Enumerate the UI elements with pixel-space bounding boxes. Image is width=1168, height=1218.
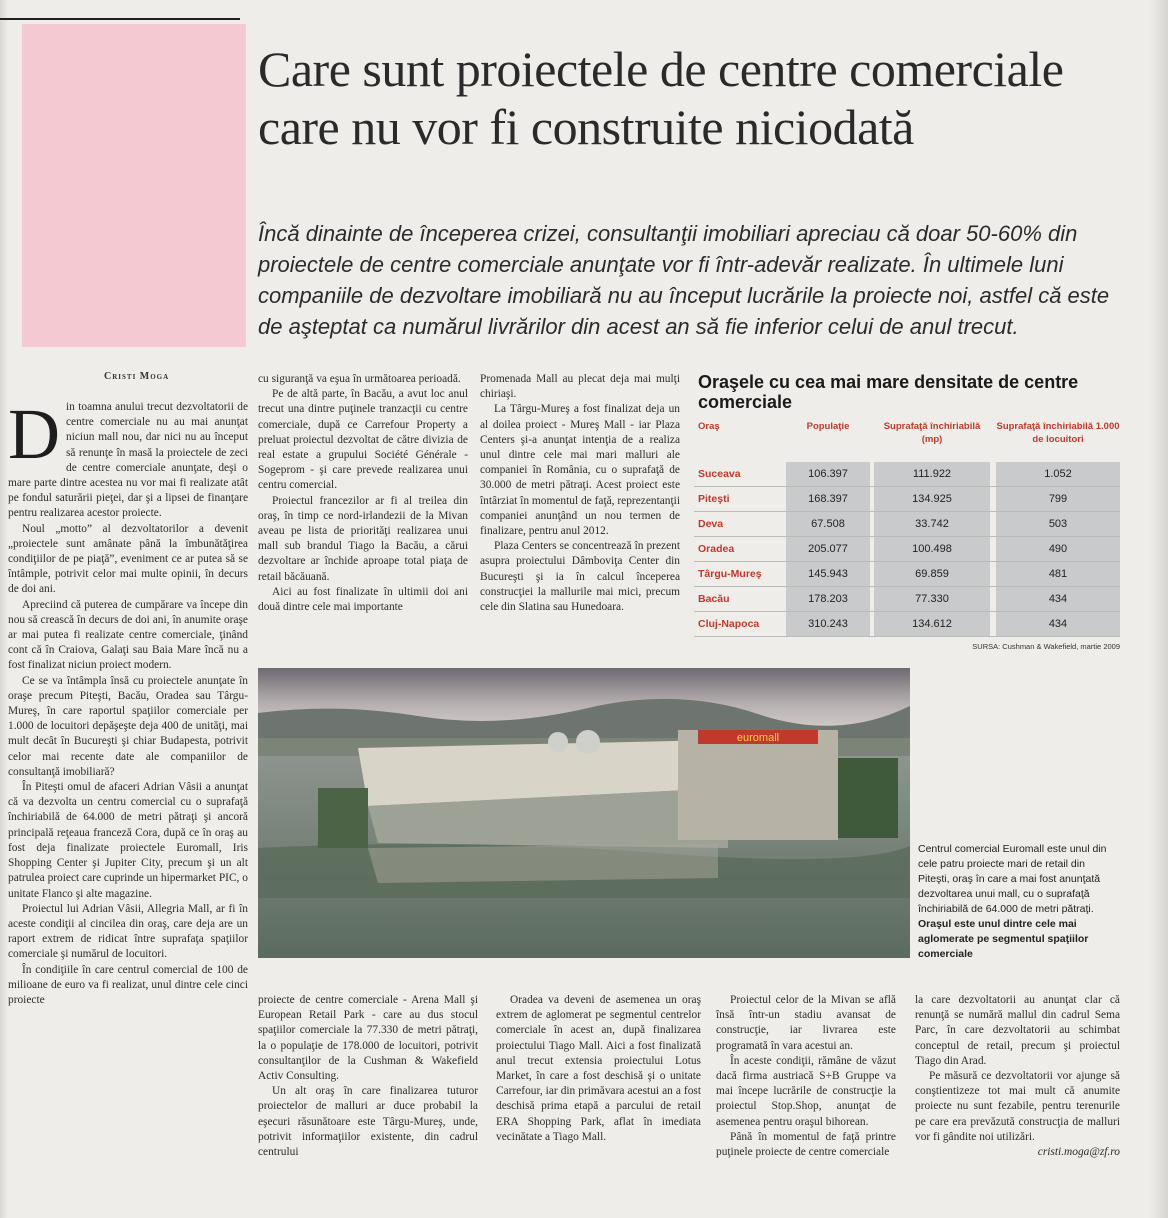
euromall-photo-illustration xyxy=(258,668,910,958)
headline-line-2: care nu vor fi construite niciodată xyxy=(258,99,914,155)
table-row xyxy=(694,487,1120,511)
table-source: SURSA: Cushman & Wakefield, martie 2009 xyxy=(972,642,1120,651)
paragraph: proiecte de centre comerciale - Arena Mall şi European Retail Park - care au dus stocul spaţiilor comerciale la 77.330 de metri pătraţi, la o populaţie de 178.000 de locuitori, potrivit consultanţilor de la Cushman & Wakefield Activ Consulting. xyxy=(258,994,478,1083)
lead-paragraph xyxy=(258,218,1118,342)
lead-line-2: proiectele de centre comerciale anunţate vor fi într-adevăr realizate. În ultimele luni xyxy=(258,252,1064,277)
paragraph: Ce se va întâmpla însă cu proiectele anunţate în oraşe precum Piteşti, Bacău, Oradea sau Târgu-Mureş, în care raportul spaţiilor comerciale per 1.000 de locuitori depăşeşte deja 400 de unităţi, mai mult decât în Bucureşti şi chiar Budapesta, potrivit celor mai recente date ale companiilor de consultanţă imobiliară? xyxy=(8,674,248,778)
table-cell-density: 434 xyxy=(996,612,1120,636)
table-cell-area: 69.859 xyxy=(874,562,990,586)
header-area: Suprafaţă închiriabilă (mp) xyxy=(883,421,981,445)
table-cell-area: 134.925 xyxy=(874,487,990,511)
paragraph: cu siguranţă va eşua în următoarea perioadă. xyxy=(258,373,461,385)
row-divider xyxy=(694,636,1120,637)
lead-line-3: companiile de dezvoltare imobiliară nu au început lucrările la proiecte noi, astfel că este xyxy=(258,283,1110,308)
table-cell-density: 1.052 xyxy=(996,462,1120,486)
table-cell-population: 205.077 xyxy=(786,537,870,561)
table-cell-population: 310.243 xyxy=(786,612,870,636)
photo-caption xyxy=(918,842,1118,962)
table-cell-city: Bacău xyxy=(698,593,730,605)
table-row xyxy=(694,462,1120,486)
table-cell-population: 168.397 xyxy=(786,487,870,511)
paragraph: În Piteşti omul de afaceri Adrian Vâsii a anunţat că va dezvolta un centru comercial cu o suprafaţă închiriabilă de 64.000 de metri pătraţi şi ancoră principală reţeaua franceză Cora, după ce în oraş au fost deja finalizate proiectele Euromall, Iris Shopping Center şi Jupiter City, precum şi un alt patrulea proiect care cuprinde un hipermarket PIC, o unitate Flanco şi alte magazine. xyxy=(8,781,248,900)
table-cell-city: Oradea xyxy=(698,543,735,555)
paragraph: Proiectul celor de la Mivan se află însă într-un stadiu avansat de construcţie, iar livrarea este programată în vara acestui an. xyxy=(716,994,896,1052)
paragraph: Pe măsură ce dezvoltatorii vor ajunge să conştientizeze tot mai mult că anumite proiecte nu sunt fezabile, pentru terenurile pe care era prevăzută construcţia de malluri vor fi gândite noi utilizări. xyxy=(915,1070,1120,1143)
paragraph: Oradea va deveni de asemenea un oraş extrem de aglomerat pe segmentul centrelor comerciale în acest an, după finalizarea proiectului Tiago Mall. Aici a fost finalizată anul trecut extensia proiectului Lotus Market, în care a fost deschisă şi o unitate Carrefour, iar din primăvara acestui an a fost deschisă prima etapă a parcului de retail ERA Shopping Park, aflat în imediata vecinătate a Tiago Mall. xyxy=(496,994,701,1143)
table-title: Oraşele cu cea mai mare densitate de centre comerciale xyxy=(698,372,1079,412)
paragraph: la care dezvoltatorii au anunţat clar că renunţă se numără mallul din cadrul Sema Parc, în care dezvoltatorii au schimbat conceptul de retail, precum şi proiectul Tiago din Arad. xyxy=(915,994,1120,1067)
table-cell-population: 67.508 xyxy=(786,512,870,536)
table-cell-city: Suceava xyxy=(698,468,741,480)
table-row xyxy=(694,612,1120,636)
table-cell-density: 503 xyxy=(996,512,1120,536)
lower-column-2 xyxy=(496,993,701,1145)
column-3 xyxy=(480,372,680,615)
paragraph: Proiectul lui Adrian Vâsii, Allegria Mall, ar fi în aceste condiţii al cincilea din oraş, care deja are un raport extrem de ridicat între suprafaţa spaţiilor comerciale şi numărul de locuitori. xyxy=(8,902,248,961)
table-cell-area: 134.612 xyxy=(874,612,990,636)
byline: Cristi Moga xyxy=(104,371,170,382)
paragraph: Un alt oraş în care finalizarea tuturor proiectelor de malluri ar duce probabil la eşecuri răsunătoare este Târgu-Mureş, unde, potrivit informaţiilor existente, din cadrul centrului xyxy=(258,1085,478,1159)
paragraph: Până în momentul de faţă printre puţinele proiecte de centre comerciale xyxy=(716,1130,896,1159)
lead-line-1: Încă dinainte de începerea crizei, consultanţii imobiliari apreciau că doar 50-60% din xyxy=(258,221,1078,246)
paragraph: Apreciind că puterea de cumpărare va începe din nou să crească în decurs de doi ani, în anumite oraşe ar mai putea fi realizate centre comerciale, ţinând cont că în Craiova, Galaţi sau Baia Mare încă nu a fost finalizat niciun proiect modern. xyxy=(8,598,248,672)
headline-line-1: Care sunt proiectele de centre comerciale xyxy=(258,41,1064,97)
table-cell-population: 178.203 xyxy=(786,587,870,611)
headline xyxy=(258,40,1138,156)
dropcap: D xyxy=(8,394,60,474)
header-city: Oraş xyxy=(698,421,720,432)
author-email: cristi.moga@zf.ro xyxy=(1037,1146,1120,1159)
euromall-photo xyxy=(258,668,910,958)
header-population: Populaţie xyxy=(806,421,850,432)
table-header xyxy=(694,416,1120,462)
sign-text: euromall xyxy=(736,732,780,744)
table-cell-area: 33.742 xyxy=(874,512,990,536)
table-cell-density: 490 xyxy=(996,537,1120,561)
table-cell-area: 100.498 xyxy=(874,537,990,561)
lower-column-3 xyxy=(716,993,896,1160)
column-2 xyxy=(258,372,468,615)
top-rule xyxy=(0,18,240,20)
table-cell-density: 799 xyxy=(996,487,1120,511)
table-cell-city: Piteşti xyxy=(698,493,730,505)
lower-column-1 xyxy=(258,993,478,1160)
table-cell-population: 106.397 xyxy=(786,462,870,486)
caption-bold: Oraşul este unul dintre cele mai aglomerate pe segmentul spaţiilor comerciale xyxy=(918,918,1089,960)
paragraph: În aceste condiţii, rămâne de văzut dacă firma austriacă S+B Gruppe va mai începe lucrările de construcţie la proiectul Stop.Shop, anunţat de asemenea pentru oraşul bihorean. xyxy=(716,1054,896,1128)
lead-line-4: de aşteptat ca numărul livrărilor din acest an să fie inferior celui de anul trecut. xyxy=(258,314,1019,339)
table-row xyxy=(694,512,1120,536)
table-cell-city: Deva xyxy=(698,518,724,530)
table-cell-density: 481 xyxy=(996,562,1120,586)
lower-column-4 xyxy=(915,993,1120,1160)
table-cell-area: 111.922 xyxy=(874,462,990,486)
caption-text: Centrul comercial Euromall este unul din cele patru proiecte mari de retail din Piteşti, oraş în care a mai fost anunţată dezvoltarea unui mall, cu o suprafaţă închiriabilă de 64.000 de metri pătraţi. xyxy=(918,843,1107,915)
paragraph: Aici au fost finalizate în ultimii doi ani două dintre cele mai importante xyxy=(258,585,468,614)
paragraph: Plaza Centers se concentrează în prezent asupra proiectului Dâmboviţa Center din Bucureşti şi ia în calcul începerea construcţiei la mallurile mai mici, precum cele din Slatina sau Hunedoara. xyxy=(480,540,680,614)
table-cell-city: Cluj-Napoca xyxy=(698,618,760,630)
table-row xyxy=(694,562,1120,586)
paragraph: În condiţiile în care centrul comercial de 100 de milioane de euro va fi realizat, unul dintre cele cinci proiecte xyxy=(8,963,248,1006)
table-cell-city: Târgu-Mureş xyxy=(698,568,762,580)
header-density: Suprafaţă închiriabilă 1.000 de locuitori xyxy=(996,421,1120,445)
table-row xyxy=(694,587,1120,611)
paragraph: Pe de altă parte, în Bacău, a avut loc anul trecut una dintre puţinele tranzacţii cu centre comerciale, după ce Carrefour Property a preluat proiectul dezvoltat de către divizia de real estate a grupului Société Générale - Sogeprom - şi care prevede realizarea unui centru comercial. xyxy=(258,388,468,492)
column-1 xyxy=(8,394,248,1008)
paragraph: in toamna anului trecut dezvoltatorii de centre comerciale nu au mai anunţat niciun mall nou, dar nici nu au început să renunţe în masă la proiectele de zeci de centre comerciale anunţate, deşi o mare parte dintre acestea nu vor mai fi realizate atât pe fondul saturării pieţei, dar şi a lipsei de finanţare pentru realizarea acestor proiecte. xyxy=(8,401,248,520)
table-cell-density: 434 xyxy=(996,587,1120,611)
paragraph: La Târgu-Mureş a fost finalizat deja un al doilea proiect - Mureş Mall - iar Plaza Centers şi-a anunţat intenţia de a realiza unul dintre cele mai mari malluri ale companiei în România, cu o suprafaţă de 30.000 de metri pătraţi. Acest proiect este întârziat în momentul de faţă, reprezentanţii companiei anunţând un nou termen de finalizare, pentru anul 2012. xyxy=(480,403,680,538)
paragraph: Promenada Mall au plecat deja mai mulţi chiriaşi. xyxy=(480,373,680,401)
table-cell-population: 145.943 xyxy=(786,562,870,586)
redacted-photo xyxy=(22,24,246,347)
paragraph: Proiectul francezilor ar fi al treilea din oraş, în timp ce nord-irlandezii de la Mivan aveau pe lista de priorităţi realizarea unui mall sub brandul Tiago la Bacău, a cărui dezvoltare ar închide aproape total piaţa de retail băcăuană. xyxy=(258,494,468,583)
density-table xyxy=(694,416,1120,640)
table-row xyxy=(694,537,1120,561)
table-cell-area: 77.330 xyxy=(874,587,990,611)
paragraph: Noul „motto” al dezvoltatorilor a devenit „proiectele sunt amânate până la îmbunătăţirea condiţiilor de pe piaţă”, eveniment ce ar putea să se întâmple, potrivit celor mai multe opinii, în decurs de doi ani. xyxy=(8,522,248,596)
